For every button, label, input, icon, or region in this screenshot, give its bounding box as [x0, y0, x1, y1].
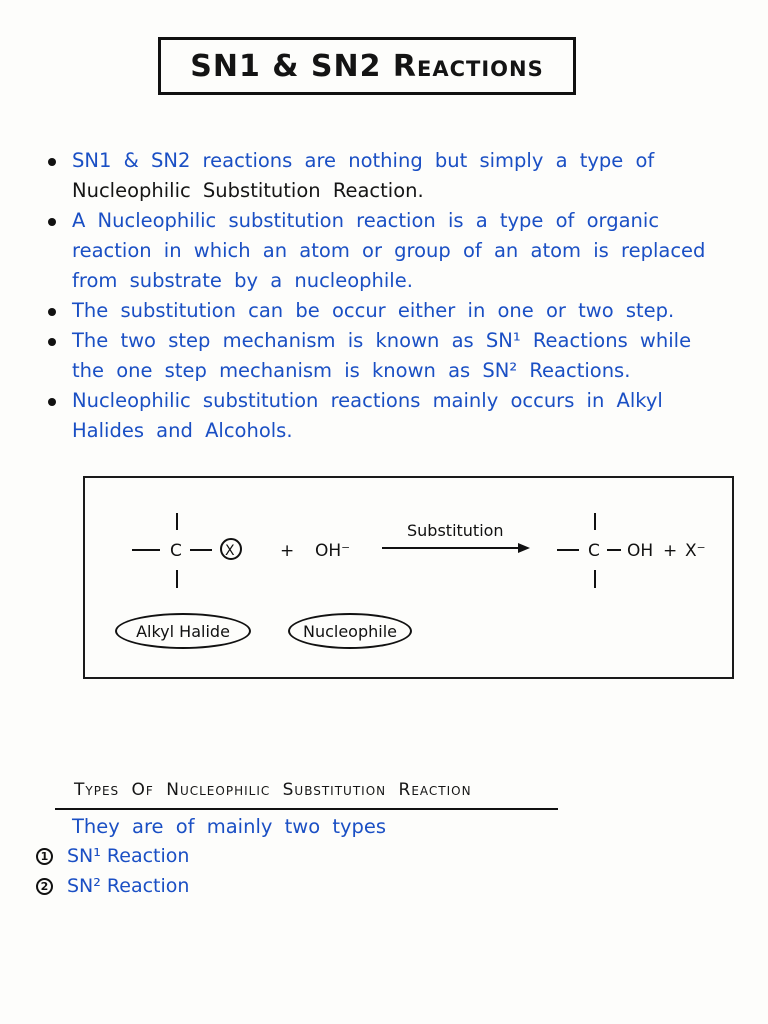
- reaction-diagram: [83, 476, 734, 679]
- bullet-line: reaction in which an atom or group of an atom is replaced: [72, 239, 706, 262]
- type-item-label: SN² Reaction: [67, 875, 190, 897]
- page-title: SN1 & SN2 Reactions: [190, 48, 544, 84]
- nucleophile-formula: OH⁻: [315, 541, 351, 561]
- bullet-dot-icon: [48, 218, 56, 226]
- number-circle-icon: 2: [36, 878, 53, 895]
- nucleophile-label: [288, 613, 412, 649]
- reaction-arrowhead: [518, 543, 530, 553]
- types-heading: Types Of Nucleophilic Substitution Reaction: [74, 780, 472, 800]
- arrow-label: Substitution: [407, 521, 504, 540]
- product-carbon: C: [588, 541, 600, 561]
- product-plus: +: [663, 541, 678, 561]
- bullet-item: [40, 146, 720, 206]
- bullet-line: Nucleophilic substitution reactions mainly occurs in Alkyl: [72, 389, 663, 412]
- bullet-line: from substrate by a nucleophile.: [72, 269, 413, 292]
- reaction-svg: [85, 478, 736, 681]
- bullet-line: SN1 & SN2 reactions are nothing but simply a type of: [72, 149, 655, 172]
- bullet-line: A Nucleophilic substitution reaction is a type of organic: [72, 209, 660, 232]
- types-intro: They are of mainly two types: [72, 815, 387, 838]
- bullet-item: [40, 326, 720, 386]
- number-circle-icon: 1: [36, 848, 53, 865]
- bullet-item: [40, 386, 720, 446]
- product-ion: X⁻: [685, 541, 706, 561]
- alkyl-halide-label: [115, 613, 251, 649]
- bullet-line: The two step mechanism is known as SN¹ Reactions while: [72, 329, 692, 352]
- bullet-item: [40, 296, 720, 326]
- type-item-2: [36, 875, 189, 897]
- bullet-item: [40, 206, 720, 296]
- bullet-line: The substitution can be occur either in one or two step.: [72, 299, 675, 322]
- reactant-plus: +: [280, 541, 295, 561]
- bullet-line: the one step mechanism is known as SN² Reactions.: [72, 359, 631, 382]
- title-box: [158, 37, 576, 95]
- bullet-dot-icon: [48, 158, 56, 166]
- bullet-list: [40, 146, 720, 446]
- leaving-group: X: [225, 543, 235, 559]
- type-item-1: [36, 845, 189, 867]
- bullet-dot-icon: [48, 398, 56, 406]
- bullet-dot-icon: [48, 338, 56, 346]
- reactant-carbon: C: [170, 541, 182, 561]
- bullet-line: Halides and Alcohols.: [72, 419, 293, 442]
- types-heading-underline: [55, 808, 558, 810]
- product-group: OH: [627, 541, 654, 561]
- bullet-dot-icon: [48, 308, 56, 316]
- nucleophile-text: Nucleophile: [302, 621, 397, 641]
- type-item-label: SN¹ Reaction: [67, 845, 190, 867]
- bullet-line: Nucleophilic Substitution Reaction.: [72, 179, 424, 202]
- alkyl-halide-text: Alkyl Halide: [136, 621, 230, 641]
